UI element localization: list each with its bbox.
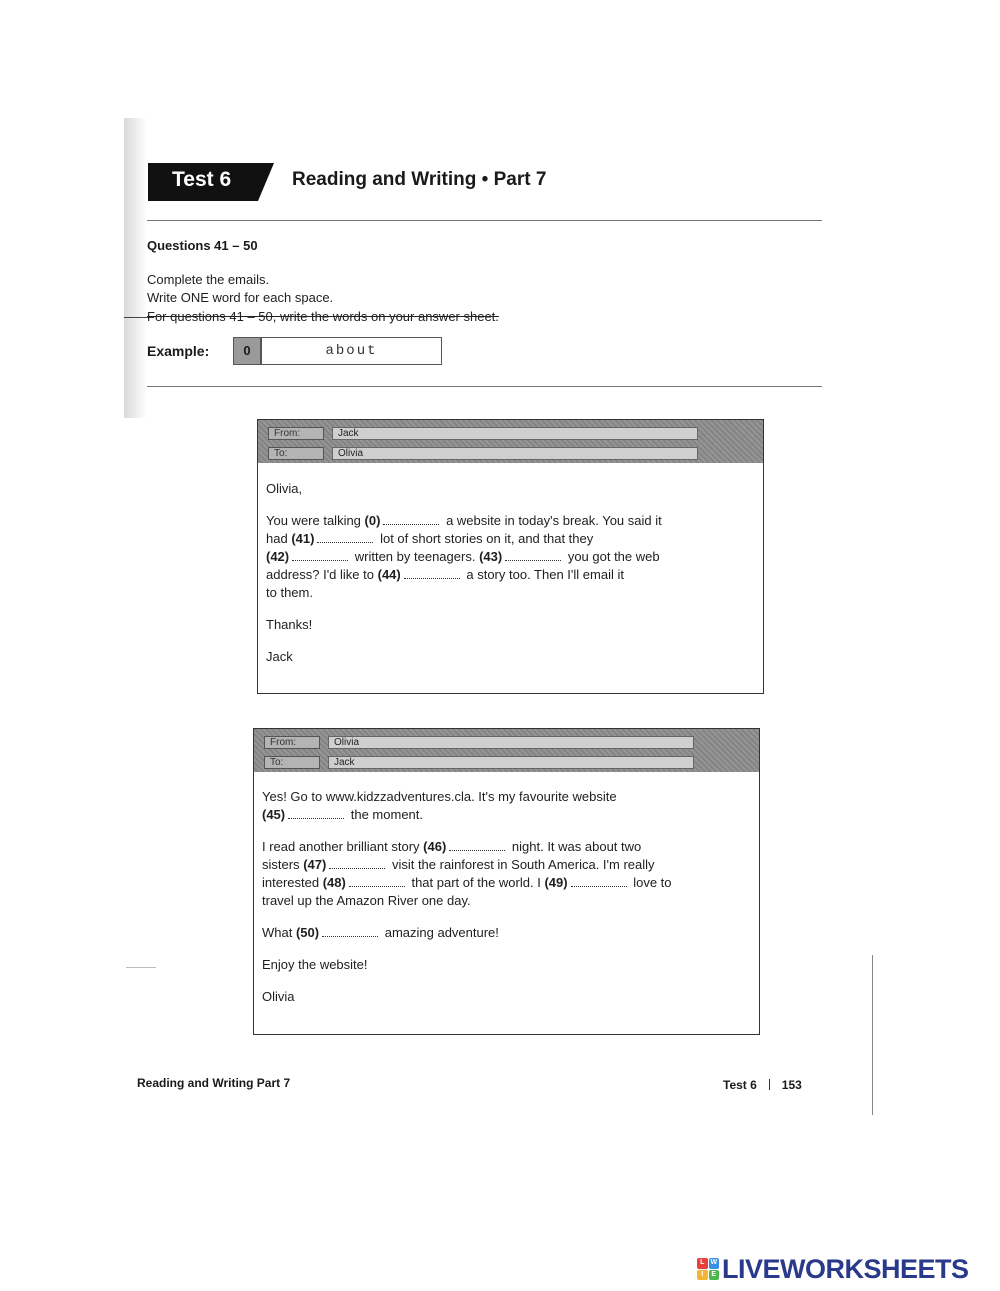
answer-gap[interactable] <box>317 533 373 543</box>
thanks-line: Thanks! <box>266 617 313 632</box>
answer-gap[interactable] <box>329 859 385 869</box>
text: sisters <box>262 857 300 872</box>
to-field: Jack <box>328 756 694 769</box>
email-header <box>254 729 759 772</box>
question-number: (44) <box>377 567 401 582</box>
scan-edge-line <box>872 955 873 1115</box>
closing-line: Enjoy the website! <box>262 957 368 972</box>
text: that part of the world. I <box>411 875 541 890</box>
question-number: (47) <box>303 857 327 872</box>
answer-gap[interactable] <box>404 569 460 579</box>
scan-shadow <box>124 118 146 418</box>
example-label: Example: <box>147 343 210 359</box>
text: to them. <box>266 585 313 600</box>
text: What <box>262 925 293 940</box>
answer-gap[interactable] <box>349 877 405 887</box>
email-paragraph <box>262 838 732 910</box>
scan-mark <box>126 967 156 968</box>
logo-cell: I <box>697 1270 708 1281</box>
answer-gap[interactable] <box>292 551 348 561</box>
questions-title: Questions 41 – 50 <box>147 238 258 253</box>
question-number: (0) <box>364 513 381 528</box>
email-olivia <box>253 728 760 1035</box>
email-header <box>258 420 763 463</box>
header-divider <box>147 220 822 221</box>
question-number: (50) <box>295 925 320 940</box>
text: You were talking <box>266 513 361 528</box>
logo-cell: W <box>709 1258 720 1269</box>
email-paragraph <box>262 924 732 942</box>
test-label: Test 6 <box>172 168 232 191</box>
liveworksheets-brand <box>697 1254 969 1284</box>
instruction-2: Write ONE word for each space. <box>147 290 334 305</box>
page-number: 153 <box>781 1078 802 1092</box>
from-field: Jack <box>332 427 698 440</box>
answer-gap[interactable] <box>288 809 344 819</box>
text: lot of short stories on it, and that they <box>380 531 594 546</box>
to-field: Olivia <box>332 447 698 460</box>
page-title: Reading and Writing • Part 7 <box>292 169 547 190</box>
brand-name: LIVEWORKSHEETS <box>722 1253 969 1284</box>
text: visit the rainforest in South America. I'm really <box>391 857 655 872</box>
instruction-3: For questions 41 – 50, write the words on your answer sheet. <box>147 309 499 324</box>
from-field: Olivia <box>328 736 694 749</box>
question-number: (42) <box>266 549 290 564</box>
liveworksheets-logo-icon <box>697 1258 719 1280</box>
text: the moment. <box>350 807 424 822</box>
text: you got the web <box>567 549 660 564</box>
answer-gap[interactable] <box>505 551 561 561</box>
text: night. It was about two <box>511 839 642 854</box>
example-answer: about <box>261 337 442 365</box>
signoff: Olivia <box>262 989 295 1004</box>
footer-test: Test 6 <box>723 1078 757 1092</box>
text: written by teenagers. <box>354 549 476 564</box>
footer-separator <box>769 1079 770 1090</box>
question-number: (45) <box>262 807 286 822</box>
example-number: 0 <box>233 337 261 365</box>
text: interested <box>262 875 320 890</box>
answer-gap[interactable] <box>322 927 378 937</box>
text: Yes! Go to www.kidzzadventures.cla. It's my favourite website <box>262 789 617 804</box>
email-jack <box>257 419 764 694</box>
question-number: (43) <box>479 549 503 564</box>
question-number: (46) <box>423 839 447 854</box>
text: had <box>266 531 288 546</box>
text: travel up the Amazon River one day. <box>262 893 471 908</box>
text: I read another brilliant story <box>262 839 420 854</box>
answer-gap[interactable] <box>571 877 627 887</box>
logo-cell: L <box>697 1258 708 1269</box>
text: a website in today's break. You said it <box>446 513 662 528</box>
to-label: To: <box>264 756 320 769</box>
from-label: From: <box>268 427 324 440</box>
text: a story too. Then I'll email it <box>466 567 624 582</box>
email-paragraph <box>262 788 732 824</box>
email-body <box>266 480 726 680</box>
text: address? I'd like to <box>266 567 374 582</box>
question-number: (49) <box>544 875 568 890</box>
email-paragraph <box>266 512 726 602</box>
logo-cell: E <box>709 1270 720 1281</box>
email-body <box>262 788 732 1020</box>
from-label: From: <box>264 736 320 749</box>
greeting: Olivia, <box>266 481 303 496</box>
answer-gap[interactable] <box>449 841 505 851</box>
test-label-tab <box>148 163 274 201</box>
signoff: Jack <box>266 649 293 664</box>
footer-section-title: Reading and Writing Part 7 <box>137 1076 291 1090</box>
text: love to <box>633 875 672 890</box>
question-number: (48) <box>322 875 346 890</box>
instruction-1: Complete the emails. <box>147 272 270 287</box>
answer-gap[interactable] <box>383 515 439 525</box>
footer-page-info <box>723 1078 802 1092</box>
question-number: (41) <box>291 531 315 546</box>
text: amazing adventure! <box>384 925 499 940</box>
section-divider <box>147 386 822 387</box>
to-label: To: <box>268 447 324 460</box>
